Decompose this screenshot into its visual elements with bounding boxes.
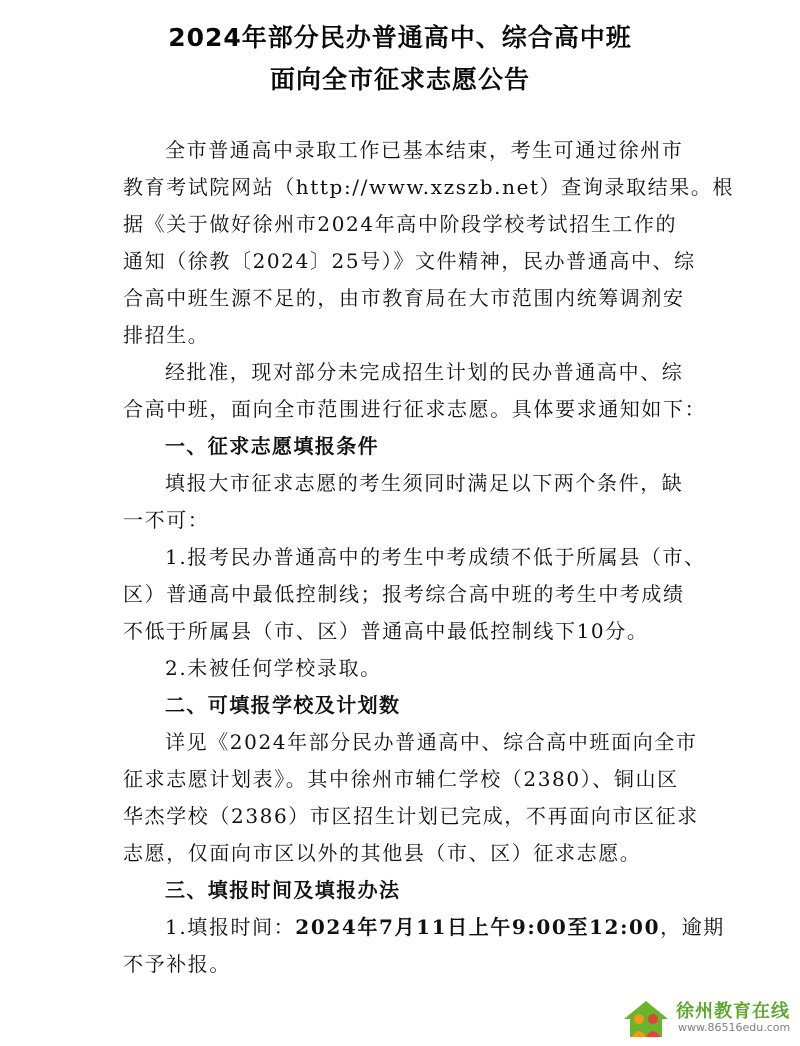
paragraph-line: 详见《2024年部分民办普通高中、综合高中班面向全市 xyxy=(165,730,698,754)
paragraph-line-mixed xyxy=(165,914,725,940)
time-label: 1.填报时间： xyxy=(165,915,296,939)
section-heading-3: 三、填报时间及填报办法 xyxy=(165,878,401,902)
paragraph-line: 经批准，现对部分未完成招生计划的民办普通高中、综 xyxy=(165,360,684,384)
paragraph-line: 华杰学校（2386）市区招生计划已完成，不再面向市区征求 xyxy=(123,804,699,828)
paragraph-line: 据《关于做好徐州市2024年高中阶段学校考试招生工作的 xyxy=(123,212,678,236)
watermark-logo xyxy=(620,997,796,1041)
paragraph-line: 全市普通高中录取工作已基本结束，考生可通过徐州市 xyxy=(165,138,684,162)
house-people-logo-icon xyxy=(620,997,672,1041)
paragraph-line: 教育考试院网站（http://www.xzszb.net）查询录取结果。根 xyxy=(123,175,735,199)
paragraph-line: 合高中班生源不足的，由市教育局在大市范围内统筹调剂安 xyxy=(123,286,685,310)
paragraph-line: 1.报考民办普通高中的考生中考成绩不低于所属县（市、 xyxy=(165,545,706,569)
paragraph-line: 不低于所属县（市、区）普通高中最低控制线下10分。 xyxy=(123,619,649,643)
paragraph-line: 排招生。 xyxy=(123,323,210,347)
paragraph-line: 通知（徐教〔2024〕25号）》文件精神，民办普通高中、综 xyxy=(123,249,696,273)
paragraph-line: 志愿，仅面向市区以外的其他县（市、区）征求志愿。 xyxy=(123,841,642,865)
time-suffix: ，逾期 xyxy=(660,915,725,939)
watermark-site-name: 徐州教育在线 xyxy=(676,1001,790,1022)
paragraph-line: 2.未被任何学校录取。 xyxy=(165,656,382,680)
paragraph-line: 合高中班，面向全市范围进行征求志愿。具体要求通知如下： xyxy=(123,397,707,421)
paragraph-line: 一不可： xyxy=(123,508,210,532)
time-value: 2024年7月11日上午9:00至12:00 xyxy=(295,915,661,939)
paragraph-line: 填报大市征求志愿的考生须同时满足以下两个条件，缺 xyxy=(165,471,684,495)
title-line-2: 面向全市征求志愿公告 xyxy=(269,65,530,94)
title-line-1: 2024年部分民办普通高中、综合高中班 xyxy=(168,23,632,52)
watermark-site-url: www.86516edu.com xyxy=(678,1021,791,1034)
paragraph-line: 征求志愿计划表》。其中徐州市辅仁学校（2380）、铜山区 xyxy=(123,767,679,791)
section-heading-1: 一、征求志愿填报条件 xyxy=(165,434,379,458)
paragraph-line: 不予补报。 xyxy=(123,952,231,976)
paragraph-line: 区）普通高中最低控制线；报考综合高中班的考生中考成绩 xyxy=(123,582,685,606)
section-heading-2: 二、可填报学校及计划数 xyxy=(165,693,401,717)
